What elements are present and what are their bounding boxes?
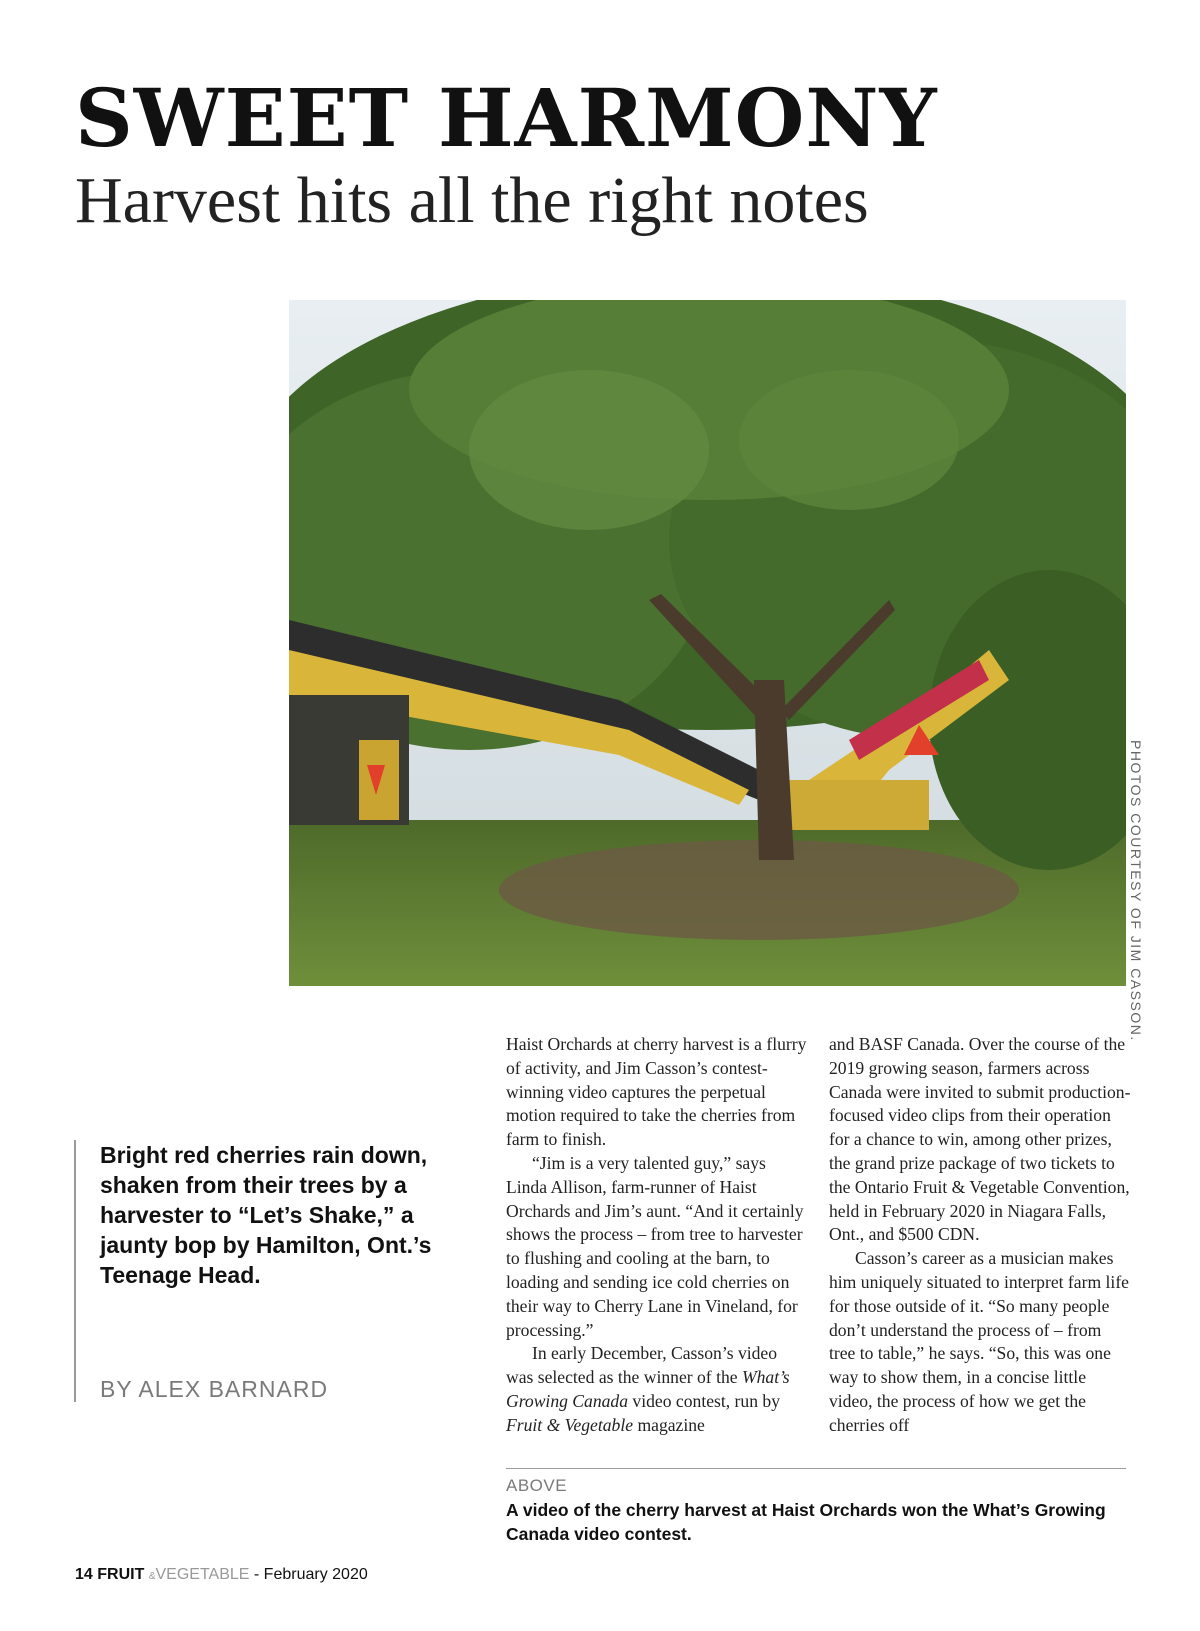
caption-label: ABOVE xyxy=(506,1476,568,1495)
byline: BY ALEX BARNARD xyxy=(100,1376,329,1402)
magazine-name-fruit: FRUIT xyxy=(97,1566,145,1583)
caption-divider xyxy=(506,1468,1126,1469)
magazine-name: Fruit & Vegetable xyxy=(506,1414,634,1435)
body-text: In early December, Casson’s video was selected as the winner of the xyxy=(506,1343,778,1388)
body-paragraph: “Jim is a very talented guy,” says Linda Allison, farm-runner of Haist Orchards and Jim’s aunt. “And it certainly shows the process – from tree to harvester to flushing and cooling at the barn, to loading and sending ice cold cherries on their way to Cherry Lane in Vineland, for processing.” xyxy=(506,1152,804,1340)
body-column-1 xyxy=(506,1033,808,1438)
contest-name: What’s Growing Canada xyxy=(506,1367,790,1411)
page-number: 14 xyxy=(75,1566,93,1583)
magazine-ampersand: & xyxy=(148,1571,156,1582)
body-column-2 xyxy=(829,1033,1131,1438)
article-title: SWEET HARMONY xyxy=(75,71,938,165)
body-paragraph xyxy=(506,1342,808,1437)
photo-credit: PHOTOS COURTESY OF JIM CASSON. xyxy=(1128,740,1144,1042)
pull-quote-block xyxy=(74,1140,486,1402)
body-paragraph: Casson’s career as a musician makes him uniquely situated to interpret farm life for those outside of it. “So many people don’t understand the process of – from tree to table,” he says. “So, this was one way to show them, in a concise little video, the process of how we get the cherries off xyxy=(829,1248,1129,1435)
article-subtitle: Harvest hits all the right notes xyxy=(75,164,869,237)
body-text: magazine xyxy=(633,1414,705,1435)
caption-text: A video of the cherry harvest at Haist Orchards won the What’s Growing Canada video contest. xyxy=(506,1500,1106,1544)
body-paragraph: Haist Orchards at cherry harvest is a flurry of activity, and Jim Casson’s contest-winning video captures the perpetual motion required to take the cherries from farm to finish. xyxy=(506,1034,807,1150)
issue-date: - February 2020 xyxy=(249,1566,368,1583)
page-footer xyxy=(75,1566,368,1584)
body-paragraph: and BASF Canada. Over the course of the 2019 growing season, farmers across Canada were invited to submit production-focused video clips from their operation for a chance to win, among other prizes, the grand prize package of two tickets to the Ontario Fruit & Vegetable Convention, held in February 2020 in Niagara Falls, Ont., and $500 CDN. xyxy=(829,1034,1131,1245)
cherry-harvester-photo xyxy=(289,300,1126,986)
magazine-name-vegetable: VEGETABLE xyxy=(155,1566,250,1583)
body-text: video contest, run by xyxy=(628,1390,780,1411)
pull-quote: Bright red cherries rain down, shaken from their trees by a harvester to “Let’s Shake,” a jaunty bop by Hamilton, Ont.’s Teenage Head. xyxy=(100,1142,432,1288)
photo-illustration xyxy=(289,300,1126,986)
